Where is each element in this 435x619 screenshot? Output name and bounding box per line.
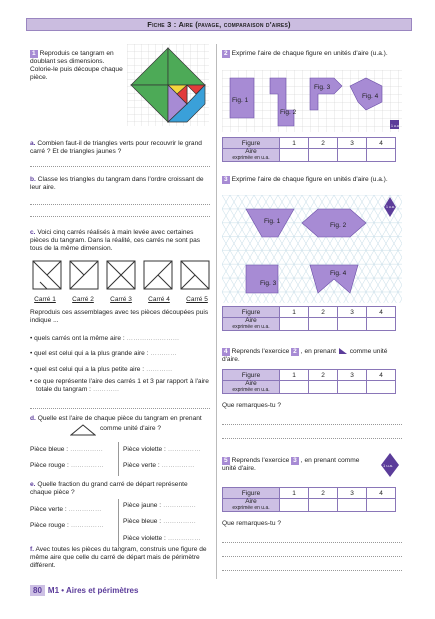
- square-2-drawing: [69, 260, 99, 290]
- answer-cell[interactable]: [367, 381, 396, 394]
- exercise-3: 3 Exprime l'aire de chaque figure en unités d'aire (u.a.).: [224, 176, 388, 183]
- square-label: Carré 1: [34, 296, 56, 303]
- answer-line[interactable]: [222, 432, 402, 439]
- exercise-4: 4 Reprends l'exercice 2 , en prenant comme unité d'aire.: [222, 347, 388, 363]
- bullet-item: • ce que représente l'aire des carrés 1 et 3 par rapport à l'aire totale du tangram : …………: [30, 378, 209, 393]
- exercise-text: Reproduis ce tangram en doublant ses dimensions. Colorie-le puis découpe chaque pièce.: [30, 50, 123, 81]
- half-square-unit-icon: [338, 347, 348, 355]
- answer-table: Figure 1 2 3 4 Aire exprimée en u.a.: [222, 369, 396, 394]
- piece-red-label: Pièce rouge : ……………: [30, 462, 104, 469]
- answer-cell[interactable]: [280, 499, 309, 512]
- exercise-1: [30, 50, 125, 82]
- fig-label: Fig. 1: [264, 218, 281, 225]
- exercise-number: 2: [224, 50, 228, 57]
- triangle-unit-icon: [70, 424, 96, 436]
- answer-cell[interactable]: [367, 499, 396, 512]
- fig-label: Fig. 4: [330, 270, 347, 277]
- fig-label: Fig. 1: [232, 97, 249, 104]
- unit-label: 1 u.a.: [391, 124, 400, 128]
- answer-line[interactable]: [222, 550, 402, 557]
- exercise-number: 1: [32, 50, 36, 57]
- fig-label: Fig. 2: [280, 109, 297, 116]
- piece-blue-label: Pièce bleue : ……………: [30, 446, 103, 453]
- answer-cell[interactable]: [338, 149, 367, 162]
- piece-violet-label: Pièce violette : ……………: [123, 535, 201, 542]
- square-label: Carré 5: [186, 296, 208, 303]
- tangram-figure: [127, 44, 209, 126]
- piece-violet-label: Pièce violette : ……………: [123, 446, 201, 453]
- piece-yellow-label: Pièce jaune : ……………: [123, 502, 196, 509]
- footer: [30, 585, 138, 599]
- fig-label: Fig. 4: [362, 93, 379, 100]
- question-a: a. Combien faut-il de triangles verts pour recouvrir le grand carré ? Et de triangles jaunes ?: [30, 140, 202, 155]
- exercise-ref: 3: [293, 457, 297, 464]
- answer-line[interactable]: [222, 418, 402, 425]
- piece-red-label: Pièce rouge : ……………: [30, 522, 104, 529]
- answer-cell[interactable]: [367, 318, 396, 331]
- square-label: Carré 4: [148, 296, 170, 303]
- answer-cell[interactable]: [280, 149, 309, 162]
- remark-prompt: Que remarques-tu ?: [222, 520, 282, 527]
- square-5-drawing: [180, 260, 210, 290]
- piece-blue-label: Pièce bleue : ……………: [123, 518, 196, 525]
- answer-table: Figure 1 2 3 4 Aire exprimée en u.a.: [222, 306, 396, 331]
- answer-line[interactable]: [30, 210, 210, 217]
- answer-table: Figure 1 2 3 4 Aire exprimée en u.a.: [222, 137, 396, 162]
- square-label: Carré 2: [72, 296, 94, 303]
- fig-label: Fig. 3: [314, 84, 331, 91]
- answer-cell[interactable]: [367, 149, 396, 162]
- question-c: c. Voici cinq carrés réalisés à main levée avec certaines pièces du tangram. Dans la réalité, ces carrés ne sont pas tous de la même dimension.: [30, 229, 201, 252]
- question-e: e. Quelle fraction du grand carré de départ représente chaque pièce ?: [30, 481, 188, 496]
- answer-cell[interactable]: [338, 499, 367, 512]
- answer-line[interactable]: [30, 160, 210, 167]
- square-label: Carré 3: [110, 296, 132, 303]
- answer-line[interactable]: [222, 536, 402, 543]
- answer-line[interactable]: [30, 198, 210, 205]
- answer-cell[interactable]: [338, 318, 367, 331]
- square-1-drawing: [32, 260, 62, 290]
- answer-cell[interactable]: [309, 149, 338, 162]
- triangle-unit-icon: [380, 452, 400, 478]
- exercise-5: 5 Reprends l'exercice 3 , en prenant comme unité d'aire.: [222, 457, 360, 472]
- reproduction-instruction: Reproduis ces assemblages avec tes pièces découpées puis indique ...: [30, 309, 209, 324]
- question-b: b. Classe les triangles du tangram dans l'ordre croissant de leur aire.: [30, 176, 204, 191]
- piece-green-label: Pièce verte : ……………: [123, 462, 195, 469]
- fig-label: Fig. 2: [330, 222, 347, 229]
- answer-cell[interactable]: [280, 381, 309, 394]
- question-d: d. Quelle est l'aire de chaque pièce du tangram en prenant: [30, 415, 202, 422]
- bullet-item: • quel est celui qui a la plus grande aire : …………: [30, 350, 177, 357]
- square-4-drawing: [143, 260, 173, 290]
- exercise-ref: 2: [293, 347, 297, 355]
- piece-green-label: Pièce verte : ……………: [30, 506, 102, 513]
- answer-cell[interactable]: [338, 381, 367, 394]
- page-number: 80: [30, 585, 45, 596]
- squares-labels: [30, 296, 212, 303]
- answer-line[interactable]: [222, 564, 402, 571]
- bullet-item: • quels carrés ont la même aire : ……………………: [30, 335, 180, 342]
- divider: [118, 499, 119, 547]
- fig-label: Fig. 3: [260, 280, 277, 287]
- square-3-drawing: [106, 260, 136, 290]
- exercise-3-figures: [222, 195, 402, 303]
- exercise-number: 5: [224, 457, 228, 464]
- exercise-2: 2 Exprime l'aire de chaque figure en unités d'aire (u.a.).: [224, 50, 388, 57]
- page-title: Fiche 3 : Aire (pavage, comparaison d'aires): [26, 18, 412, 31]
- remark-prompt: Que remarques-tu ?: [222, 402, 282, 409]
- question-f: f. Avec toutes les pièces du tangram, construis une figure de même aire que celle du carré de départ mais de périmètre différent.: [30, 546, 207, 569]
- question-d-cont: comme unité d'aire ?: [100, 425, 161, 432]
- unit-label: 1 u.a.: [383, 463, 394, 468]
- answer-cell[interactable]: [280, 318, 309, 331]
- answer-line[interactable]: [30, 402, 210, 409]
- answer-cell[interactable]: [309, 381, 338, 394]
- chapter-title: M1 • Aires et périmètres: [47, 586, 139, 595]
- divider: [118, 442, 119, 476]
- squares-row: [32, 260, 210, 290]
- unit-label: 1 u.a.: [386, 205, 395, 209]
- exercise-2-figures: [222, 70, 402, 132]
- answer-table: Figure 1 2 3 4 Aire exprimée en u.a.: [222, 487, 396, 512]
- answer-cell[interactable]: [309, 318, 338, 331]
- exercise-number: 3: [224, 176, 228, 183]
- exercise-number: 4: [224, 347, 228, 355]
- bullet-item: • quel est celui qui a la plus petite aire : …………: [30, 366, 173, 373]
- answer-cell[interactable]: [309, 499, 338, 512]
- column-divider: [216, 44, 217, 579]
